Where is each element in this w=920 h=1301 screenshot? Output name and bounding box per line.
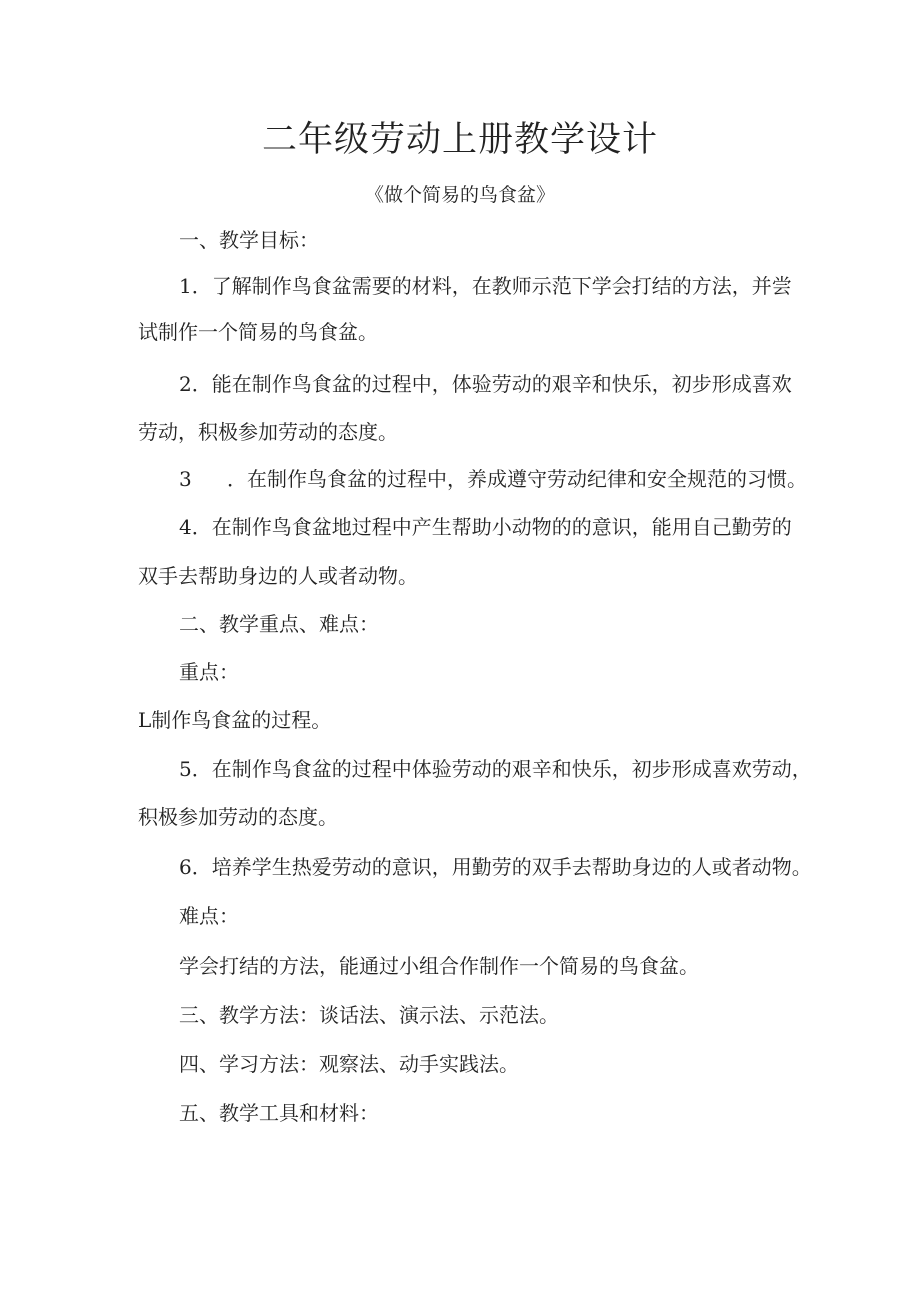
section-heading-tools-materials: 五、教学工具和材料： bbox=[179, 1101, 379, 1125]
list-item bbox=[179, 465, 807, 493]
paragraph-line: L制作鸟食盆的过程。 bbox=[138, 708, 332, 732]
document-subtitle: 《做个简易的鸟食盆》 bbox=[364, 184, 555, 206]
section-heading-key-points: 二、教学重点、难点： bbox=[179, 612, 379, 636]
section-heading-teaching-methods: 三、教学方法：谈话法、演示法、示范法。 bbox=[179, 1003, 559, 1027]
paragraph-line: 5．在制作鸟食盆的过程中体验劳动的艰辛和快乐，初步形成喜欢劳动， bbox=[179, 757, 812, 781]
list-item-number: 3 bbox=[179, 467, 192, 491]
paragraph-line: 积极参加劳动的态度。 bbox=[138, 805, 338, 829]
subheading-key: 重点： bbox=[179, 660, 239, 684]
paragraph-line: 双手去帮助身边的人或者动物。 bbox=[138, 564, 418, 588]
paragraph-line: 6．培养学生热爱劳动的意识，用勤劳的双手去帮助身边的人或者动物。 bbox=[179, 855, 812, 879]
list-item-text: ．在制作鸟食盆的过程中，养成遵守劳动纪律和安全规范的习惯。 bbox=[227, 467, 807, 491]
document-title: 二年级劳动上册教学设计 bbox=[261, 120, 658, 160]
paragraph-line: 试制作一个简易的鸟食盆。 bbox=[138, 320, 378, 344]
section-heading-learning-methods: 四、学习方法：观察法、动手实践法。 bbox=[179, 1052, 519, 1076]
paragraph-line: 2．能在制作鸟食盆的过程中，体验劳动的艰辛和快乐，初步形成喜欢 bbox=[179, 372, 792, 396]
section-heading-objectives: 一、教学目标： bbox=[179, 228, 319, 252]
subheading-difficulty: 难点： bbox=[179, 904, 239, 928]
paragraph-line: 4．在制作鸟食盆地过程中产生帮助小动物的的意识，能用自己勤劳的 bbox=[179, 515, 792, 539]
paragraph-line: 1．了解制作鸟食盆需要的材料，在教师示范下学会打结的方法，并尝 bbox=[179, 274, 792, 298]
paragraph-line: 劳动，积极参加劳动的态度。 bbox=[138, 420, 398, 444]
paragraph-line: 学会打结的方法，能通过小组合作制作一个简易的鸟食盆。 bbox=[179, 954, 699, 978]
